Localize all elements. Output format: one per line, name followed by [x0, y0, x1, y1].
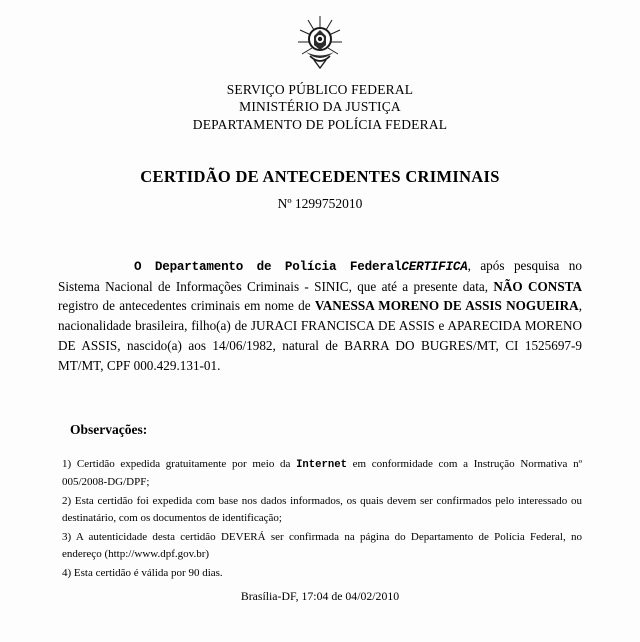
- body-part-2: registro de antecedentes criminais em nome de: [58, 298, 315, 314]
- document-number: Nº 1299752010: [277, 195, 363, 211]
- issue-place-and-date: Brasília-DF, 17:04 de 04/02/2010: [240, 589, 400, 603]
- issuing-organization: O Departamento de Polícia Federal: [134, 259, 402, 274]
- page-title: CERTIDÃO DE ANTECEDENTES CRIMINAIS: [140, 166, 500, 186]
- body-part-1: , após pesquisa no Sistema Nacional de Informações Criminais - SINIC, que até a presente data,: [58, 257, 582, 294]
- observations-list: [62, 456, 582, 582]
- observation-item-4: 4) Esta certidão é válida por 90 dias.: [62, 567, 223, 580]
- observation-1-pre: 1) Certidão expedida gratuitamente por meio da: [62, 457, 297, 470]
- observation-1-internet: Internet: [296, 458, 347, 471]
- header-line-department: DEPARTAMENTO DE POLÍCIA FEDERAL: [192, 116, 448, 132]
- header-line-ministry: MINISTÉRIO DA JUSTIÇA: [239, 99, 401, 115]
- observations-heading: Observações:: [70, 421, 148, 437]
- certifies-word: CERTIFICA: [401, 259, 468, 274]
- observation-item-2: 2) Esta certidão foi expedida com base nos dados informados, os quais devem ser confirmados pelo interessado ou destinatário, com os documentos de identificação;: [62, 495, 582, 524]
- certificate-body: [58, 256, 582, 376]
- person-name: VANESSA MORENO DE ASSIS NOGUEIRA: [314, 298, 579, 314]
- observation-item-1: [62, 456, 582, 490]
- observation-1-post: em conformidade com a Instrução Normativa nº 005/2008-DG/DPF;: [62, 457, 582, 488]
- body-part-3: , nacionalidade brasileira, filho(a) de JURACI FRANCISCA DE ASSIS e APARECIDA MORENO DE ASSIS, nascido(a) aos 14/06/1982, natural de BARRA DO BUGRES/MT, CI 1525697-9 MT/MT, CPF 000.429.131-01.: [58, 298, 582, 373]
- brazil-coat-of-arms-icon: [292, 12, 348, 70]
- crest-container: [0, 0, 640, 75]
- header-line-federal: SERVIÇO PÚBLICO FEDERAL: [226, 82, 414, 97]
- negative-result: NÃO CONSTA: [493, 278, 582, 294]
- document-header: [0, 81, 640, 133]
- observation-item-3: 3) A autenticidade desta certidão DEVERÁ ser confirmada na página do Departamento de Polícia Federal, no endereço (http://www.dpf.gov.br): [62, 531, 582, 560]
